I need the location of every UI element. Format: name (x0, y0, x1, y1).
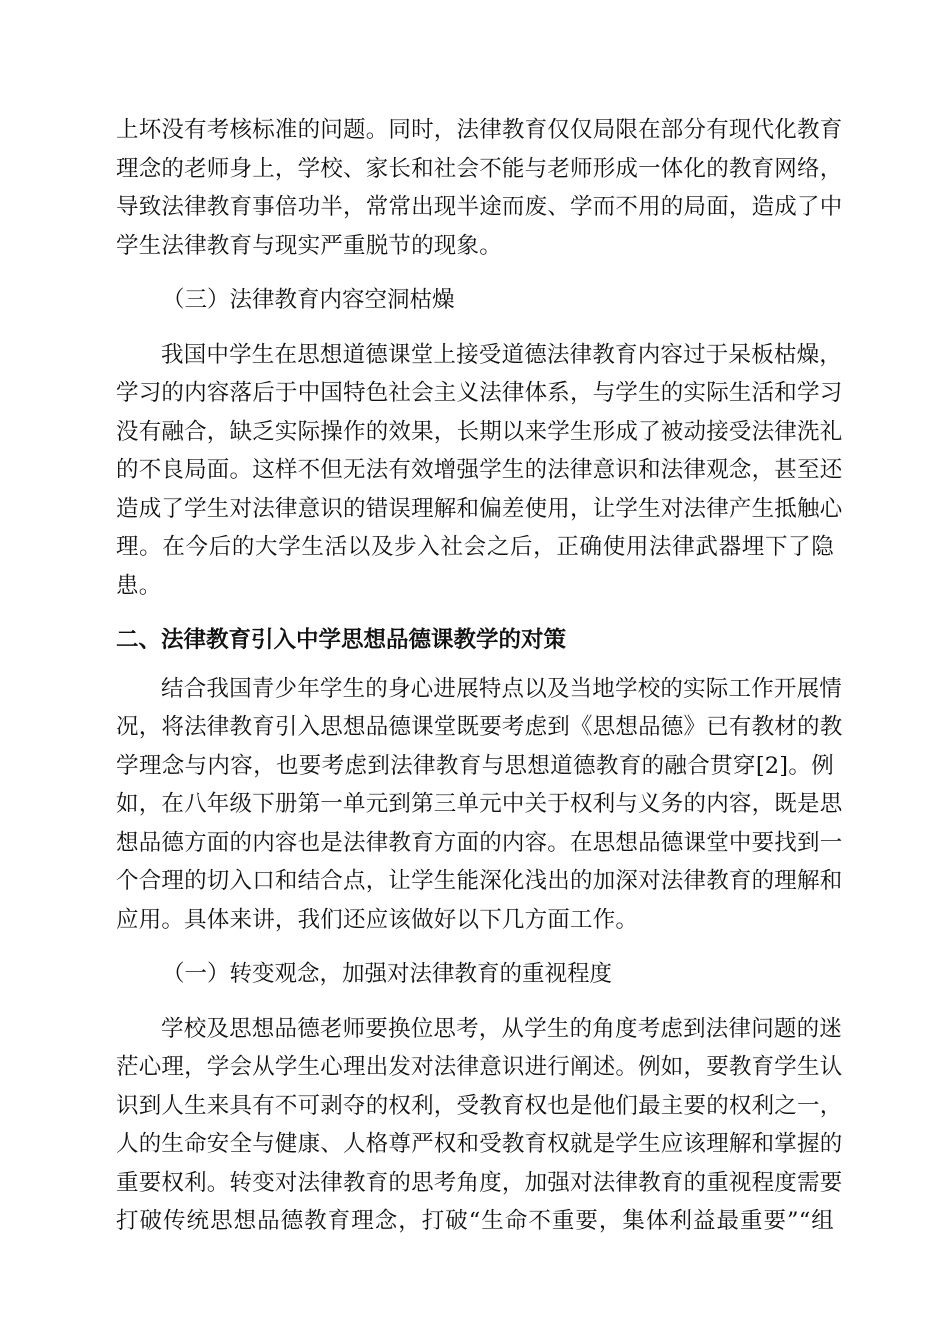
paragraph-content-dry (116, 336, 843, 606)
paragraph-strategy-intro (116, 670, 843, 940)
document-page (116, 111, 843, 1241)
text-line: 人的生命安全与健康、人格尊严权和受教育权就是学生应该理解和掌握的 (116, 1131, 843, 1157)
text-line: 学理念与内容，也要考虑到法律教育与思想道德教育的融合贯穿[2]。例 (116, 752, 834, 779)
text-line: 应用。具体来讲，我们还应该做好以下几方面工作。 (116, 906, 639, 933)
text-line: 识到人生来具有不可剥夺的权利，受教育权也是他们最主要的权利之一， (116, 1092, 843, 1119)
text-line: 况，将法律教育引入思想品德课堂既要考虑到《思想品德》已有教材的教 (116, 714, 843, 740)
text-line: 学校及思想品德老师要换位思考，从学生的角度考虑到法律问题的迷 (161, 1015, 843, 1042)
text-line: 没有融合，缺乏实际操作的效果，长期以来学生形成了被动接受法律洗礼 (116, 418, 843, 445)
paragraph-change-concept (116, 1010, 843, 1241)
text-line: 的不良局面。这样不但无法有效增强学生的法律意识和法律观念，甚至还 (116, 457, 843, 483)
paragraph-continuation (116, 111, 843, 265)
text-line: 理。在今后的大学生活以及步入社会之后，正确使用法律武器埋下了隐 (116, 534, 834, 560)
section-heading-two: 二、法律教育引入中学思想品德课教学的对策 (116, 627, 567, 653)
text-line: 个合理的切入口和结合点，让学生能深化浅出的加深对法律教育的理解和 (116, 868, 843, 894)
text-line: 导致法律教育事倍功半，常常出现半途而废、学而不用的局面，造成了中 (116, 194, 843, 220)
text-line: 如，在八年级下册第一单元到第三单元中关于权利与义务的内容，既是思 (116, 791, 843, 817)
text-line: 重要权利。转变对法律教育的思考角度，加强对法律教育的重视程度需要 (116, 1169, 843, 1196)
text-line: 上坏没有考核标准的问题。同时，法律教育仅仅局限在部分有现代化教育 (116, 117, 843, 143)
text-line: 结合我国青少年学生的身心进展特点以及当地学校的实际工作开展情 (161, 675, 843, 702)
text-line: 理念的老师身上，学校、家长和社会不能与老师形成一体化的教育网络， (116, 155, 843, 182)
text-line: 茫心理，学会从学生心理出发对法律意识进行阐述。例如，要教育学生认 (116, 1054, 843, 1080)
text-line: 学生法律教育与现实严重脱节的现象。 (116, 232, 502, 259)
text-line: 想品德方面的内容也是法律教育方面的内容。在思想品德课堂中要找到一 (116, 829, 843, 856)
text-line: 我国中学生在思想道德课堂上接受道德法律教育内容过于呆板枯燥， (161, 341, 843, 368)
subheading-three: （三）法律教育内容空洞枯燥 (162, 287, 455, 313)
text-line: 学习的内容落后于中国特色社会主义法律体系，与学生的实际生活和学习 (116, 380, 843, 406)
text-line: 打破传统思想品德教育理念，打破“生命不重要，集体利益最重要”“组 (116, 1208, 834, 1234)
text-line: 造成了学生对法律意识的错误理解和偏差使用，让学生对法律产生抵触心 (116, 495, 843, 522)
text-line: 患。 (116, 572, 162, 599)
subheading-one: （一）转变观念，加强对法律教育的重视程度 (162, 961, 613, 987)
